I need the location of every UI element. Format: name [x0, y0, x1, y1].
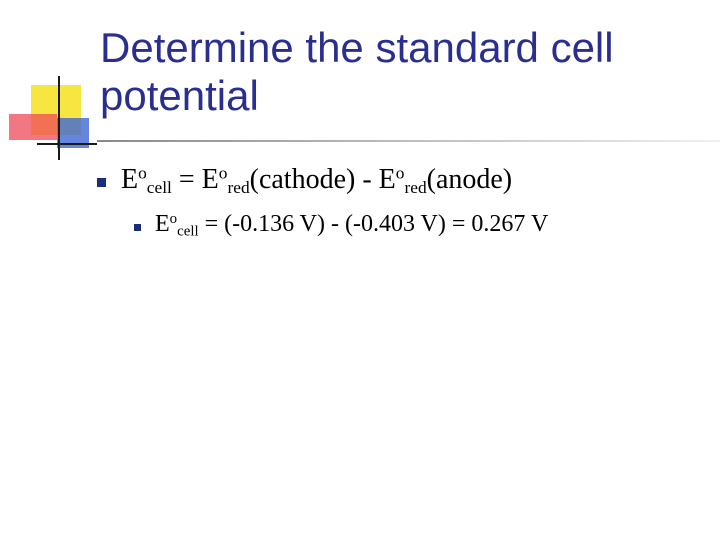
bullet-equation-calculation: $E^o_{cell} = (-0.136$ V) - (-0.403 V) = 0.267 V — [155, 210, 549, 240]
decorative-vertical-line — [58, 76, 60, 160]
bullet-marker — [97, 178, 106, 187]
sub-bullet-marker — [134, 224, 141, 231]
bullet-equation-general: $E^o_{cell}$ = $E^o_{red}(cathode)$ - $E^o_{red}(anode)$ — [121, 163, 513, 198]
slide-title: Determine the standard cell potential — [100, 24, 614, 119]
title-underline-rule — [97, 140, 720, 142]
decorative-red-square — [9, 114, 57, 140]
decorative-horizontal-line — [37, 143, 97, 145]
